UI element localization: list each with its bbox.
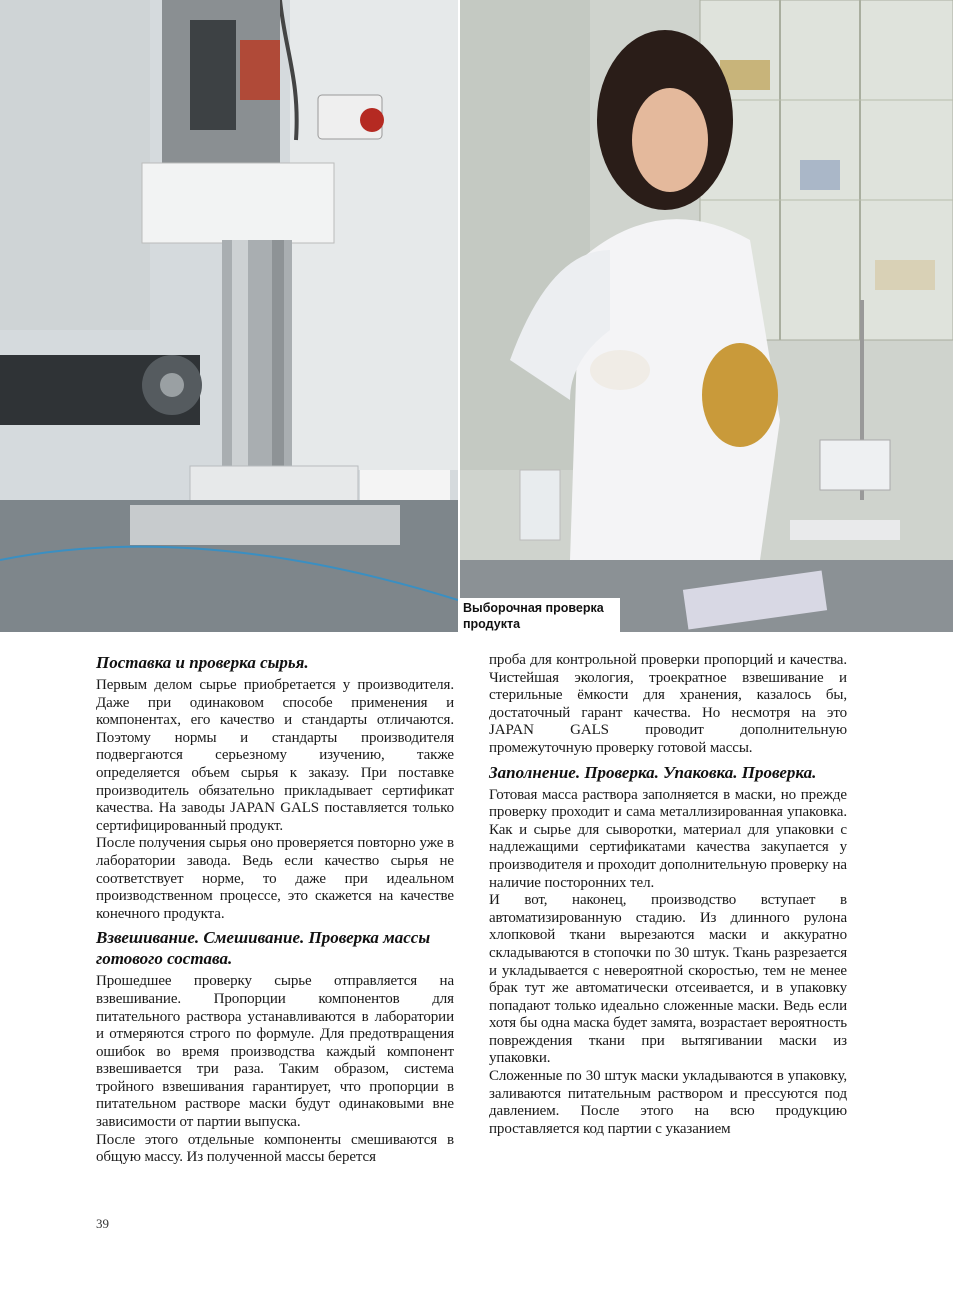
section-heading-weighing: Взвешивание. Смешивание. Проверка массы готового состава.: [96, 928, 431, 969]
page-number: 39: [96, 1216, 109, 1231]
section-heading-filling: Заполнение. Проверка. Упаковка. Проверка.: [489, 762, 817, 782]
paragraph: проба для контрольной проверки пропорций и качества. Чистейшая экология, троекратное взвешивание и стерильные ёмкости для хранения, казалось бы, достаточный гарант качества. Но несмотря на это JAPAN GALS проводит дополнительную промежуточную проверку готовой массы.: [489, 652, 847, 756]
right-column: [489, 652, 847, 1138]
section-heading-supply: Поставка и проверка сырья.: [96, 653, 309, 672]
paragraph: Прошедшее проверку сырье отправляется на взвешивание. Пропорции компонентов для питательного раствора устанавливаются в лаборатории и отмеряются строго по формуле. Для предотвращения ошибок во время производства каждый компонент взвешивается три раза. Таким образом, система тройного взвешивания гарантирует, что пропорции в питательном растворе маски будут одинаковыми вне зависимости от партии выпуска.: [96, 973, 454, 1131]
left-column: [96, 652, 454, 1167]
lab-technician-photo: [460, 0, 953, 632]
machine-press-photo: [0, 0, 458, 632]
paragraph: После этого отдельные компоненты смешиваются в общую массу. Из полученной массы берется: [96, 1131, 454, 1166]
paragraph: И вот, наконец, производство вступает в автоматизированную стадию. Из длинного рулона хлопковой ткани вырезаются маски и аккуратно складываются в стопочки по 30 штук. Ткань разрезается и укладывается с невероятной скоростью, тем не менее брак тут же автоматически отсеивается, и в упаковку попадают только идеально сложенные маски. Ведь если хотя бы одна маска будет замята, возрастает вероятность повреждения ткани при вытягивании маски из упаковки.: [489, 892, 847, 1067]
paragraph: Первым делом сырье приобретается у производителя. Даже при одинаковом способе применения и компонентах, его качество и стандарты отличаются. Поэтому нормы и стандарты производителя подвергаются серьезному изучению, также определяется объем сырья к заказу. При поставке производитель обязательно прикладывает сертификат качества. На заводы JAPAN GALS поставляется только сертифицированный продукт.: [96, 677, 454, 834]
paragraph: Сложенные по 30 штук маски укладываются в упаковку, заливаются питательным раствором и прессуются под давлением. После этого на всю продукцию проставляется код партии с указанием: [489, 1068, 847, 1137]
photo-caption: Выборочная проверка продукта: [460, 598, 620, 635]
paragraph: После получения сырья оно проверяется повторно уже в лаборатории завода. Ведь если качество сырья не соответствует норме, то даже при идеальном производственном процессе, это скажется на качестве конечного продукта.: [96, 835, 454, 922]
paragraph: Готовая масса раствора заполняется в маски, но прежде проверку проходит и сама металлизированная упаковка. Как и сырье для сыворотки, материал для упаковки с надлежащими сертификатами качества закупается у производителя и проходит дополнительную проверку на наличие посторонних тел.: [489, 786, 847, 891]
